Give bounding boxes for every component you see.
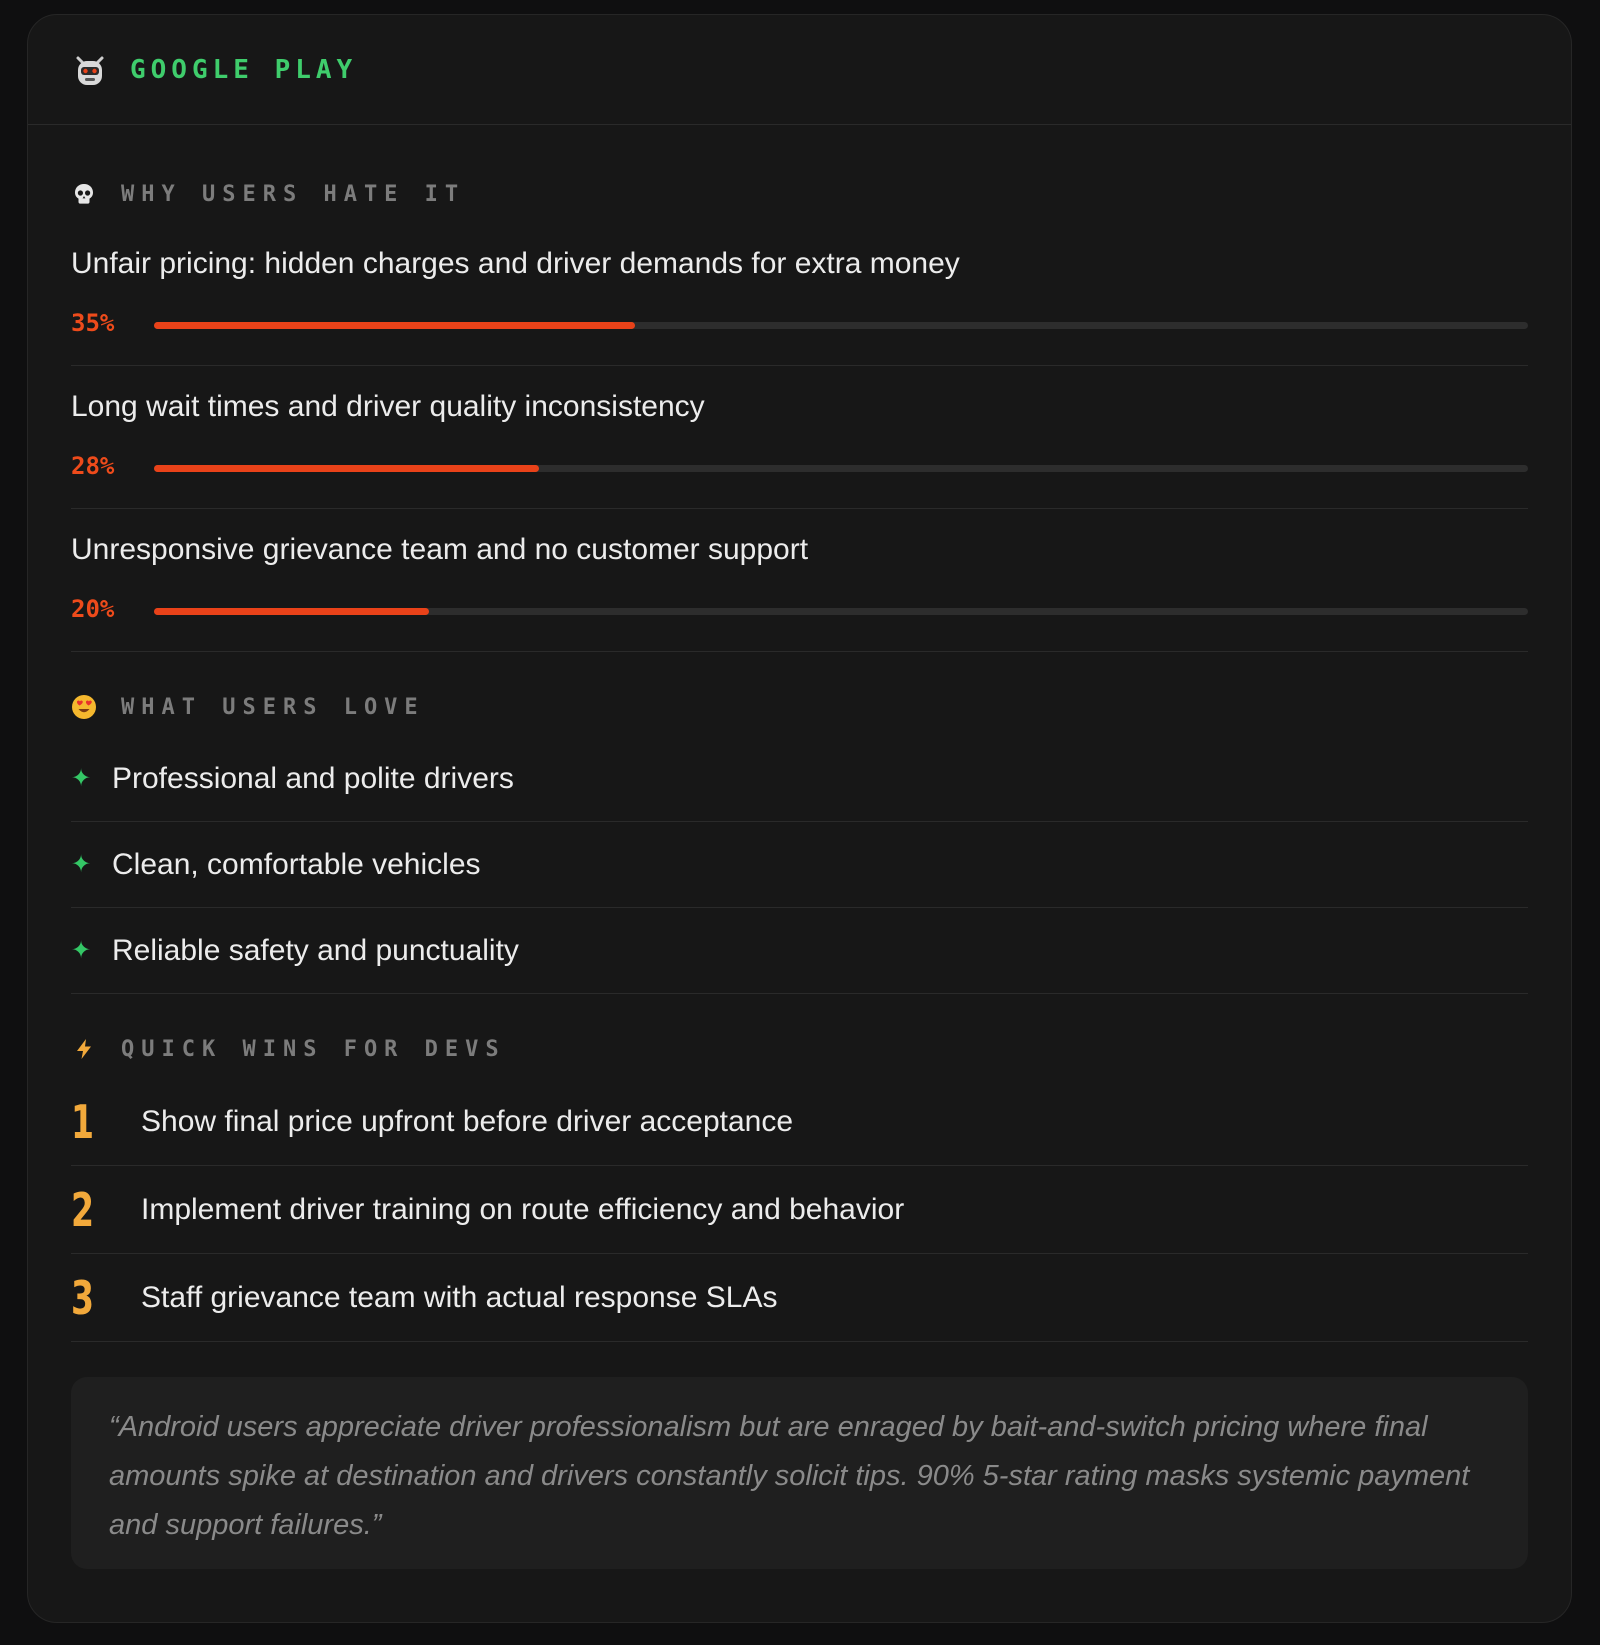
lightning-icon [71, 1036, 97, 1062]
section-hate-label: WHY USERS HATE IT [121, 181, 466, 207]
robot-icon [72, 52, 108, 88]
love-item-text: Reliable safety and punctuality [112, 933, 519, 967]
hate-item-text: Unresponsive grievance team and no customer support [71, 533, 809, 566]
hate-item-progress-track [154, 608, 1528, 615]
card-header [28, 15, 1571, 125]
heart-eyes-icon [71, 694, 97, 720]
sparkle-icon: ✦ [71, 765, 92, 792]
win-item-number: 1 [71, 1094, 95, 1149]
section-love-label: WHAT USERS LOVE [121, 694, 425, 720]
win-item-text: Show final price upfront before driver acceptance [141, 1104, 794, 1138]
summary-quote: “Android users appreciate driver professionalism but are enraged by bait-and-switch pricing where final amounts spike at destination and drivers constantly solicit tips. 90% 5-star rating masks systemic payment and support failures.” [71, 1377, 1528, 1569]
section-hate-heading [71, 165, 1528, 223]
hate-item-percent: 28% [71, 452, 115, 480]
hate-item-progress-track [154, 322, 1528, 329]
love-list [71, 736, 1528, 994]
love-item-text: Professional and polite drivers [112, 761, 514, 795]
hate-item [71, 223, 1528, 366]
hate-item-percent: 20% [71, 595, 115, 623]
win-item [71, 1254, 1528, 1342]
win-item-number: 3 [71, 1270, 95, 1325]
store-title: GOOGLE PLAY [130, 54, 358, 85]
hate-item [71, 366, 1528, 509]
love-item-text: Clean, comfortable vehicles [112, 847, 481, 881]
section-wins-label: QUICK WINS FOR DEVS [121, 1036, 506, 1062]
hate-item-text: Long wait times and driver quality inconsistency [71, 390, 705, 423]
win-item-number: 2 [71, 1182, 95, 1237]
love-item [71, 822, 1528, 908]
sparkle-icon: ✦ [71, 851, 92, 878]
skull-icon [71, 181, 97, 207]
love-item [71, 736, 1528, 822]
hate-item [71, 509, 1528, 652]
section-wins-heading [71, 1020, 1528, 1078]
hate-item-text: Unfair pricing: hidden charges and driver demands for extra money [71, 247, 960, 280]
hate-item-progress-fill [154, 322, 635, 329]
win-item-text: Staff grievance team with actual response SLAs [141, 1280, 778, 1314]
sparkle-icon: ✦ [71, 937, 92, 964]
win-item [71, 1166, 1528, 1254]
wins-list [71, 1078, 1528, 1342]
section-love-heading [71, 678, 1528, 736]
love-item [71, 908, 1528, 994]
review-insights-card [27, 14, 1572, 1623]
hate-item-progress-fill [154, 608, 429, 615]
hate-list [71, 223, 1528, 652]
win-item-text: Implement driver training on route efficiency and behavior [141, 1192, 905, 1226]
hate-item-percent: 35% [71, 309, 115, 337]
win-item [71, 1078, 1528, 1166]
hate-item-progress-track [154, 465, 1528, 472]
hate-item-progress-fill [154, 465, 539, 472]
